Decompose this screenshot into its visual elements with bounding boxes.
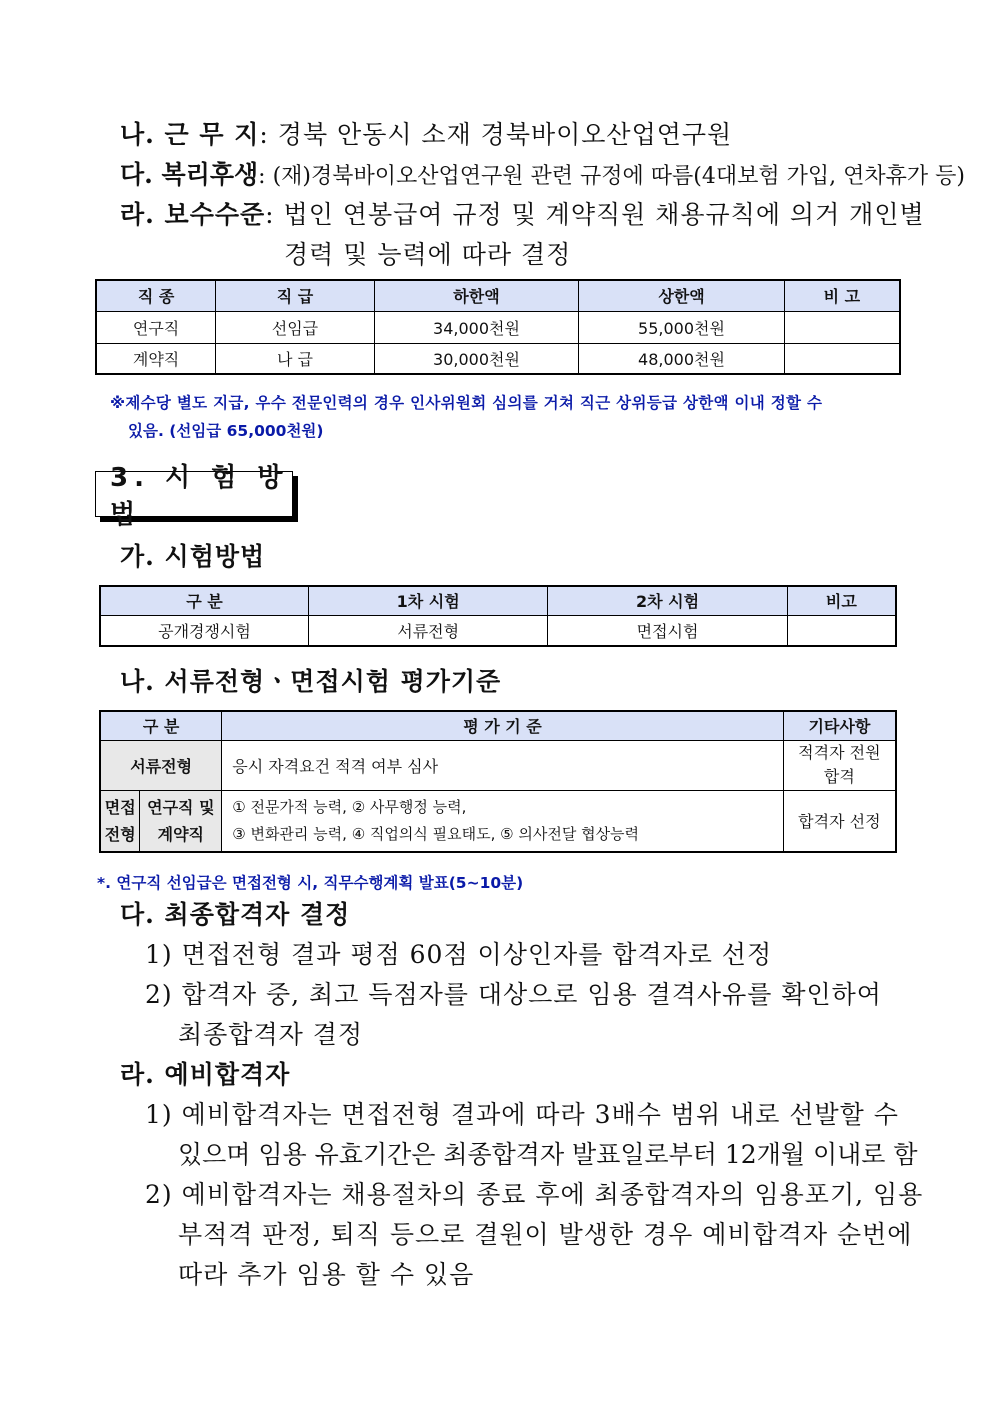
salary-line-2: 경력 및 능력에 따라 결정 <box>284 240 572 269</box>
workplace-line <box>120 115 732 151</box>
workplace-label: 나. 근 무 지 <box>120 120 260 149</box>
workplace-value: : 경북 안동시 소재 경북바이오산업연구원 <box>259 120 733 149</box>
exam-method-heading: 가. 시험방법 <box>120 542 266 571</box>
salary-header-cell: 상한액 <box>579 280 785 311</box>
interview-label <box>100 790 140 852</box>
criteria-header-cell: 구 분 <box>100 711 222 740</box>
table-cell: 55,000천원 <box>579 311 785 343</box>
welfare-line <box>120 155 965 191</box>
table-cell: 공개경쟁시험 <box>100 615 308 646</box>
exam-header-cell: 2차 시험 <box>548 586 787 615</box>
salary-header-cell: 비 고 <box>784 280 900 311</box>
table-cell: 48,000천원 <box>579 343 785 374</box>
final-item: 2) 합격자 중, 최고 득점자를 대상으로 임용 결격사유를 확인하여 <box>145 980 882 1009</box>
table-row <box>96 343 900 374</box>
criteria-table <box>99 710 897 853</box>
table-cell: 면접시험 <box>548 615 787 646</box>
salary-header-cell: 직 종 <box>96 280 216 311</box>
criteria-note: *. 연구직 선임급은 면접전형 시, 직무수행계획 발표(5~10분) <box>97 874 524 892</box>
final-item: 1) 면접전형 결과 평점 60점 이상인자를 합격자로 선정 <box>145 940 773 969</box>
reserve-item: 1) 예비합격자는 면접전형 결과에 따라 3배수 범위 내로 선발할 수 <box>145 1100 899 1129</box>
interview-criteria <box>222 790 784 852</box>
doc-etc-line: 합격 <box>823 767 855 786</box>
welfare-value: : (재)경북바이오산업연구원 관련 규정에 따름(4대보험 가입, 연차휴가 등) <box>258 164 965 189</box>
table-cell: 서류전형 <box>308 615 547 646</box>
interview-etc: 합격자 선정 <box>783 790 896 852</box>
interview-target-line: 연구직 및 <box>147 797 215 817</box>
interview-criteria-line: ① 전문가적 능력, ② 사무행정 능력, <box>232 797 467 816</box>
exam-table <box>99 585 897 647</box>
table-row <box>100 615 896 646</box>
table-cell: 30,000천원 <box>374 343 579 374</box>
exam-header-cell: 비고 <box>787 586 896 615</box>
criteria-header-cell: 평 가 기 준 <box>222 711 784 740</box>
interview-target-line: 계약직 <box>157 824 205 844</box>
table-cell <box>784 311 900 343</box>
exam-table-header <box>100 586 896 615</box>
table-cell: 계약직 <box>96 343 216 374</box>
table-cell <box>787 615 896 646</box>
reserve-item: 부적격 판정, 퇴직 등으로 결원이 발생한 경우 예비합격자 순번에 <box>178 1220 913 1249</box>
final-heading: 다. 최종합격자 결정 <box>120 900 351 929</box>
exam-header-cell: 1차 시험 <box>308 586 547 615</box>
criteria-table-header <box>100 711 896 740</box>
table-cell: 34,000천원 <box>374 311 579 343</box>
table-cell <box>784 343 900 374</box>
table-row <box>100 790 896 852</box>
reserve-item: 따라 추가 임용 할 수 있음 <box>178 1260 475 1289</box>
table-cell: 선임급 <box>216 311 375 343</box>
welfare-label: 다. 복리후생 <box>120 160 259 189</box>
exam-header-cell: 구 분 <box>100 586 308 615</box>
salary-note-1: ※제수당 별도 지급, 우수 전문인력의 경우 인사위원회 심의를 거쳐 직근 상위등급 상한액 이내 정할 수 <box>110 394 823 412</box>
table-cell: 나 급 <box>216 343 375 374</box>
reserve-item: 있으며 임용 유효기간은 최종합격자 발표일로부터 12개월 이내로 함 <box>178 1140 918 1169</box>
doc-etc <box>783 740 896 790</box>
section3-title: 3. 시 험 방 법 <box>95 471 293 517</box>
table-row <box>96 311 900 343</box>
salary-value-1: : 법인 연봉급여 규정 및 계약직원 채용규칙에 의거 개인별 <box>265 200 925 229</box>
reserve-heading: 라. 예비합격자 <box>120 1060 291 1089</box>
doc-label: 서류전형 <box>100 740 222 790</box>
criteria-header-cell: 기타사항 <box>783 711 896 740</box>
salary-table-header <box>96 280 900 311</box>
salary-label: 라. 보수수준 <box>120 200 266 229</box>
criteria-heading: 나. 서류전형ㆍ면접시험 평가기준 <box>120 667 502 696</box>
salary-note-2: 있음. (선임급 65,000천원) <box>128 422 324 440</box>
final-item: 최종합격자 결정 <box>178 1020 363 1049</box>
doc-criteria: 응시 자격요건 적격 여부 심사 <box>222 740 784 790</box>
interview-criteria-line: ③ 변화관리 능력, ④ 직업의식 필요태도, ⑤ 의사전달 협상능력 <box>232 824 640 843</box>
salary-line-1 <box>120 195 925 231</box>
interview-label-line: 면접 <box>104 797 136 817</box>
interview-label-line: 전형 <box>104 824 136 844</box>
table-row <box>100 740 896 790</box>
salary-header-cell: 하한액 <box>374 280 579 311</box>
doc-etc-line: 적격자 전원 <box>798 743 881 762</box>
salary-table <box>95 279 901 375</box>
salary-header-cell: 직 급 <box>216 280 375 311</box>
interview-target <box>140 790 222 852</box>
table-cell: 연구직 <box>96 311 216 343</box>
reserve-item: 2) 예비합격자는 채용절차의 종료 후에 최종합격자의 임용포기, 임용 <box>145 1180 924 1209</box>
